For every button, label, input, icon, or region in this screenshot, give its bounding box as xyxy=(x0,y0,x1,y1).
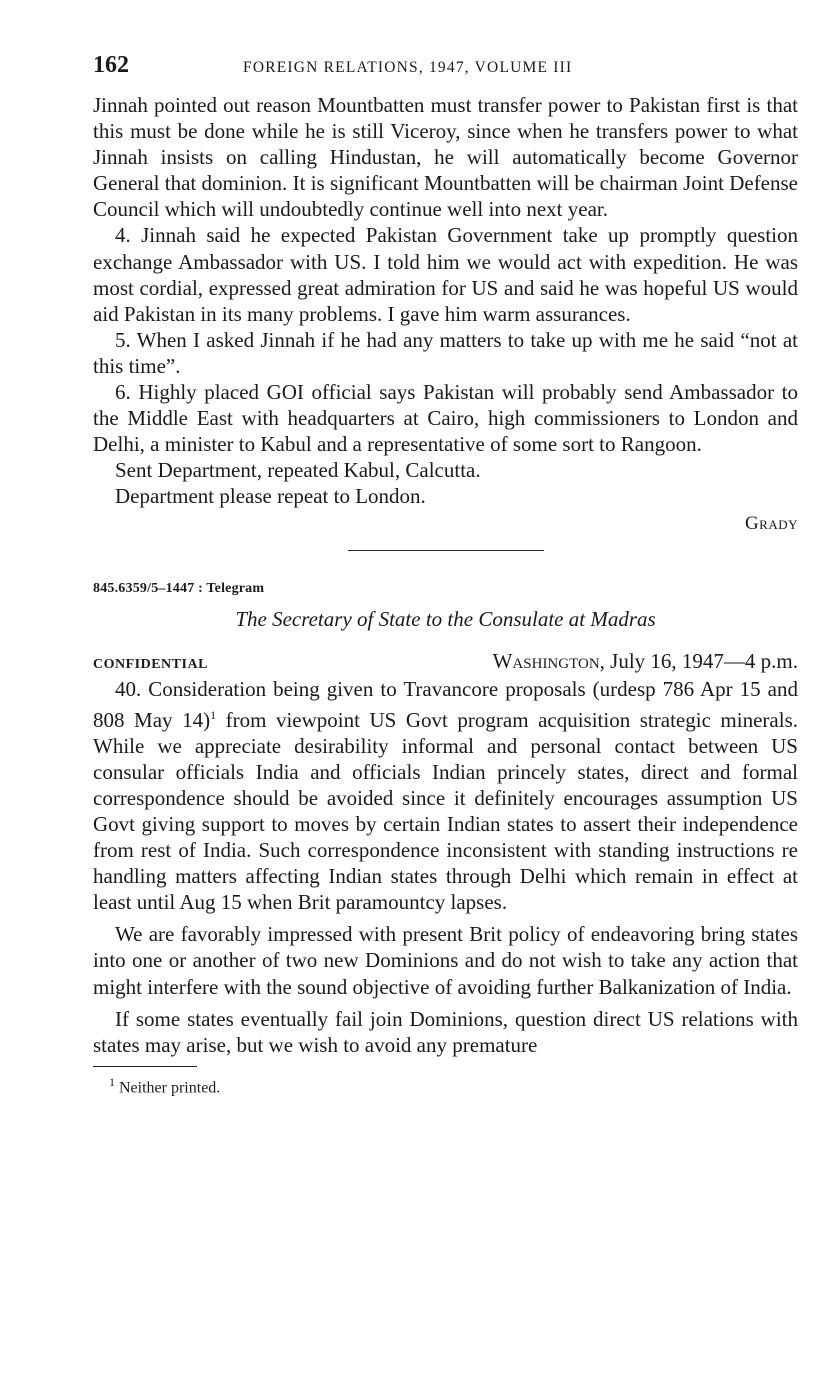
paragraph: Jinnah pointed out reason Mountbatten must transfer power to Pakistan first is that this must be done while he is still Viceroy, since when he transfers power to what Jinnah insists on calling Hindustan, he will automatically become Governor General that dominion. It is significant Mountbatten will be chairman Joint Defense Council which will undoubtedly continue well into next year. xyxy=(93,93,798,222)
paragraph: If some states eventually fail join Dominions, question direct US relations with states may arise, but we wish to avoid any premature xyxy=(93,1006,798,1057)
running-title: FOREIGN RELATIONS, 1947, VOLUME III xyxy=(243,59,573,76)
footnote-divider xyxy=(93,1066,197,1067)
paragraph: Department please repeat to London. xyxy=(115,484,426,509)
paragraph: 5. When I asked Jinnah if he had any matters to take up with me he said “not at this time”. xyxy=(93,327,798,378)
place-and-date xyxy=(493,649,798,674)
section-divider xyxy=(348,550,544,551)
paragraph-text: from viewpoint US Govt program acquisition strategic minerals. While we appreciate desirability informal and personal contact between US consular officials India and officials Indian princely states, direct and formal correspondence should be avoided since it definitely encourages assumption US Govt giving support to moves by certain Indian states to assert their independence from rest of India. Such correspondence inconsistent with standing instructions re handling matters affecting Indian states through Delhi which remain in effect at least until Aug 15 when Brit paramountcy lapses. xyxy=(93,707,798,915)
footnote-marker: 1 xyxy=(210,707,217,722)
second-document-body xyxy=(93,676,798,1058)
footnote xyxy=(109,1075,798,1097)
date-time: July 16, 1947—4 p.m. xyxy=(610,648,798,673)
dateline xyxy=(93,649,798,674)
paragraph: Sent Department, repeated Kabul, Calcutta. xyxy=(115,458,481,483)
footnote-text: Neither printed. xyxy=(119,1079,221,1097)
page-header xyxy=(93,52,798,92)
paragraph: 6. Highly placed GOI official says Pakistan will probably send Ambassador to the Middle East with headquarters at Cairo, high commissioners to London and Delhi, a minister to Kabul and a representative of some sort to Rangoon. xyxy=(93,380,798,457)
document-title: The Secretary of State to the Consulate at Madras xyxy=(235,606,656,631)
classification: CONFIDENTIAL xyxy=(93,656,208,672)
place: Washington, xyxy=(492,648,605,673)
file-reference: 845.6359/5–1447 : Telegram xyxy=(93,580,265,596)
page-number: 162 xyxy=(93,52,129,78)
paragraph xyxy=(93,676,798,916)
footnote-marker: 1 xyxy=(109,1074,115,1089)
paragraph-text: 40. Consideration being given to Travancore proposals (urdesp 786 Apr 15 and 808 May 14) xyxy=(93,676,798,732)
signature: Grady xyxy=(744,512,798,534)
first-document-body xyxy=(93,92,798,510)
document-page xyxy=(93,52,798,1097)
paragraph: We are favorably impressed with present Brit policy of endeavoring bring states into one or another of two new Dominions and do not wish to take any action that might interfere with the sound objective of avoiding further Balkanization of India. xyxy=(93,922,798,999)
paragraph: 4. Jinnah said he expected Pakistan Government take up promptly question exchange Ambassador with US. I told him we would act with expedition. He was most cordial, expressed great admiration for US and said he was hopeful US would aid Pakistan in its many problems. I gave him warm assurances. xyxy=(93,223,798,326)
